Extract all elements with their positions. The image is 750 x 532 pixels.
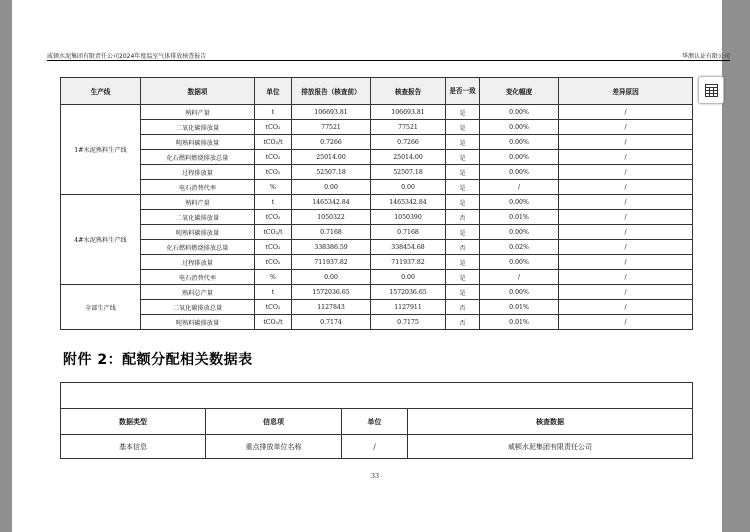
table-cell: 是	[446, 150, 480, 165]
table-cell: /	[342, 435, 408, 459]
table-cell: /	[559, 150, 693, 165]
header-right-text: 华测认证有限公司	[681, 53, 730, 60]
table-cell: 电石渣替代率	[141, 180, 255, 195]
table-row	[61, 105, 693, 120]
table-cell: 二氧化碳排放量	[141, 210, 255, 225]
table-cell: %	[255, 270, 292, 285]
col-header: 差异原因	[559, 78, 693, 105]
table-cell: 77521	[371, 120, 446, 135]
table-cell: /	[559, 120, 693, 135]
table-cell: 1050322	[292, 210, 371, 225]
table-cell: 0.01%	[480, 315, 559, 330]
allocation-data-table	[60, 382, 693, 459]
table-cell: 0.01%	[480, 210, 559, 225]
table-row	[61, 435, 693, 459]
table-cell: tCO₂/t	[255, 135, 292, 150]
table-cell: 否	[446, 240, 480, 255]
table-cell: 0.02%	[480, 240, 559, 255]
table-cell: /	[559, 195, 693, 210]
table-cell: /	[559, 240, 693, 255]
col-header: 数据类型	[61, 409, 206, 435]
table-cell: 0.00%	[480, 150, 559, 165]
table-cell: tCO₂/t	[255, 315, 292, 330]
table-cell: 0.7168	[292, 225, 371, 240]
table-cell: 1465342.84	[292, 195, 371, 210]
table-header-row	[61, 409, 693, 435]
table-cell: 二氧化碳排放量	[141, 120, 255, 135]
table-cell: t	[255, 195, 292, 210]
table-cell: 化石燃料燃烧排放总量	[141, 150, 255, 165]
table-cell: 吨熟料碳排放量	[141, 225, 255, 240]
table-cell: 25014.00	[292, 150, 371, 165]
table-cell: /	[559, 210, 693, 225]
table-cell: 是	[446, 165, 480, 180]
page-header	[47, 50, 730, 61]
table-cell: 熟料产量	[141, 105, 255, 120]
table-cell: 0.00%	[480, 225, 559, 240]
table-cell: 否	[446, 315, 480, 330]
table-cell: 是	[446, 105, 480, 120]
table-cell: 是	[446, 195, 480, 210]
table-cell: 106693.81	[292, 105, 371, 120]
table-cell: 0.00%	[480, 105, 559, 120]
table-cell: 基本信息	[61, 435, 206, 459]
table-row	[61, 255, 693, 270]
table-icon	[705, 84, 718, 97]
table-cell: /	[559, 285, 693, 300]
col-header: 数据项	[141, 78, 255, 105]
table-row	[61, 210, 693, 225]
table-row	[61, 315, 693, 330]
table-row	[61, 120, 693, 135]
table-cell: 0.00	[292, 270, 371, 285]
table-cell: 0.00	[371, 180, 446, 195]
table-cell: 电石渣替代率	[141, 270, 255, 285]
table-cell: 是	[446, 270, 480, 285]
col-header: 信息项	[206, 409, 342, 435]
table-cell: 化石燃料燃烧排放总量	[141, 240, 255, 255]
table-header-row	[61, 78, 693, 105]
col-header: 核查数据	[408, 409, 693, 435]
table-row	[61, 270, 693, 285]
table-cell: 0.00%	[480, 165, 559, 180]
table-cell: 338454.68	[371, 240, 446, 255]
table-cell: 1050390	[371, 210, 446, 225]
table-cell: 711937.82	[371, 255, 446, 270]
table-cell: /	[559, 255, 693, 270]
table-cell: /	[559, 315, 693, 330]
table-cell: 0.7266	[292, 135, 371, 150]
table-cell: %	[255, 180, 292, 195]
table-row	[61, 150, 693, 165]
line-name-cell: 4#水泥熟料生产线	[61, 195, 141, 285]
table-row	[61, 195, 693, 210]
table-cell: 0.00	[371, 270, 446, 285]
table-cell: 1127843	[292, 300, 371, 315]
col-header: 单位	[255, 78, 292, 105]
table-cell: 熟料总产量	[141, 285, 255, 300]
table-cell: /	[559, 105, 693, 120]
table-cell: 否	[446, 210, 480, 225]
table-cell: 重点排放单位名称	[206, 435, 342, 459]
table-cell: 1127911	[371, 300, 446, 315]
table-cell: 是	[446, 285, 480, 300]
table-cell: 0.00%	[480, 120, 559, 135]
table-cell: 106693.81	[371, 105, 446, 120]
section-title: 附件 2：配额分配相关数据表	[63, 352, 253, 368]
table-cell: 是	[446, 135, 480, 150]
table-cell: 0.00%	[480, 135, 559, 150]
table-cell: 二氧化碳排放总量	[141, 300, 255, 315]
table-cell: t	[255, 105, 292, 120]
table-cell: tCO₂	[255, 210, 292, 225]
table-cell: 0.7175	[371, 315, 446, 330]
table-cell: 0.00%	[480, 255, 559, 270]
line-name-cell: 1#水泥熟料生产线	[61, 105, 141, 195]
col-header: 核查报告	[371, 78, 446, 105]
table-cell: 52507.18	[292, 165, 371, 180]
table-cell: 1572036.65	[292, 285, 371, 300]
table-cell: tCO₂/t	[255, 225, 292, 240]
table-cell: 是	[446, 255, 480, 270]
table-cell: t	[255, 285, 292, 300]
table-cell: /	[559, 270, 693, 285]
table-cell: tCO₂	[255, 300, 292, 315]
table-cell: 是	[446, 180, 480, 195]
line-name-cell: 全部生产线	[61, 285, 141, 330]
table-cell: 威顿水泥集团有限责任公司	[408, 435, 693, 459]
page-number: 33	[370, 472, 380, 480]
table-row	[61, 225, 693, 240]
table-cell: 过程排放量	[141, 165, 255, 180]
col-header: 是否一致	[446, 78, 480, 105]
table-cell: /	[559, 135, 693, 150]
table-cell: 吨熟料碳排放量	[141, 315, 255, 330]
table-cell: 是	[446, 120, 480, 135]
table-cell: 1465342.84	[371, 195, 446, 210]
table-cell: tCO₂	[255, 165, 292, 180]
table-cell: /	[559, 165, 693, 180]
table-cell: 是	[446, 225, 480, 240]
table-row	[61, 300, 693, 315]
table-cell: 0.00%	[480, 285, 559, 300]
blank-cell	[61, 383, 693, 409]
table-cell: /	[559, 225, 693, 240]
table-cell: tCO₂	[255, 150, 292, 165]
table-cell: /	[480, 180, 559, 195]
table-row	[61, 135, 693, 150]
table-cell: tCO₂	[255, 240, 292, 255]
table-cell: 否	[446, 300, 480, 315]
col-header: 单位	[342, 409, 408, 435]
table-cell: /	[480, 270, 559, 285]
table-cell: 过程排放量	[141, 255, 255, 270]
table-row	[61, 240, 693, 255]
table-cell: /	[559, 300, 693, 315]
table-blank-row	[61, 383, 693, 409]
table-cell: 25014.00	[371, 150, 446, 165]
table-cell: 0.01%	[480, 300, 559, 315]
verification-comparison-table	[60, 77, 693, 330]
table-cell: 0.7168	[371, 225, 446, 240]
table-cell: tCO₂	[255, 120, 292, 135]
table-cell: /	[559, 180, 693, 195]
table-cell: 吨熟料碳排放量	[141, 135, 255, 150]
table-extract-button[interactable]	[698, 76, 724, 104]
table-cell: 0.7174	[292, 315, 371, 330]
header-left-text: 威顿水泥集团有限责任公司2024年度温室气体排放核查报告	[47, 53, 207, 60]
table-cell: 0.00	[292, 180, 371, 195]
table-row	[61, 165, 693, 180]
table-cell: 77521	[292, 120, 371, 135]
table-cell: 338386.59	[292, 240, 371, 255]
table-cell: 0.00%	[480, 195, 559, 210]
table-cell: 52507.18	[371, 165, 446, 180]
table-cell: 熟料产量	[141, 195, 255, 210]
table-row	[61, 285, 693, 300]
table-cell: 1572036.65	[371, 285, 446, 300]
table-row	[61, 180, 693, 195]
col-header: 生产线	[61, 78, 141, 105]
table-cell: tCO₂	[255, 255, 292, 270]
table-cell: 711937.82	[292, 255, 371, 270]
col-header: 变化幅度	[480, 78, 559, 105]
col-header: 排放报告（核查前）	[292, 78, 371, 105]
table-cell: 0.7266	[371, 135, 446, 150]
